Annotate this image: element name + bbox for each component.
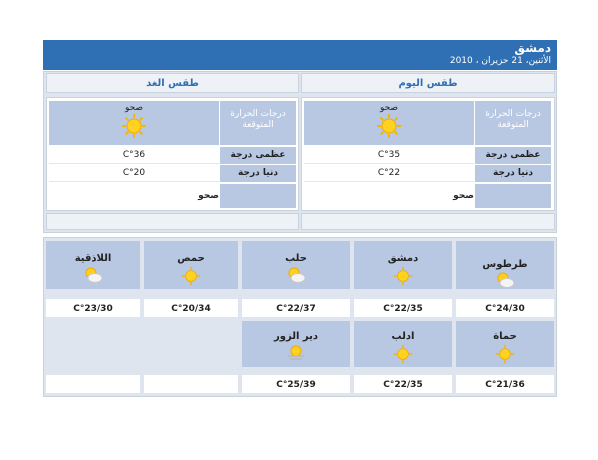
tomorrow-max-value: C°36	[49, 147, 219, 164]
city-cell[interactable]	[455, 320, 555, 368]
today-max-label: عظمى درجة	[475, 147, 551, 164]
sun-icon	[304, 113, 474, 139]
header-date: الأثنين، 21 حزيران ، 2010	[449, 56, 551, 66]
city-cell[interactable]	[241, 240, 351, 290]
today-min-label: دنيا درجة	[475, 165, 551, 182]
partly-cloudy-icon	[242, 266, 350, 284]
today-summary: صحو	[453, 191, 474, 201]
city-cell[interactable]	[241, 320, 351, 368]
sun-icon	[354, 344, 452, 364]
today-temp-header: درجات الحرارة المتوقعة	[475, 101, 551, 145]
sun-icon	[144, 266, 238, 286]
today-condition: صحو	[379, 103, 399, 113]
sun-icon	[354, 266, 452, 286]
city-name: ادلب	[391, 331, 415, 342]
empty-temp	[45, 374, 141, 394]
city-temp: C°21/36	[455, 374, 555, 394]
partly-cloudy-icon	[456, 271, 554, 289]
city-name: دير الزور	[274, 331, 318, 342]
header-city: دمشق	[514, 41, 551, 55]
empty-cell	[143, 320, 239, 368]
city-temp: C°24/30	[455, 298, 555, 318]
tab-tomorrow[interactable]: طقس الغد	[46, 73, 299, 93]
today-condition-area	[304, 101, 474, 145]
city-name: حمص	[177, 253, 205, 264]
city-temp: C°22/35	[353, 374, 453, 394]
partly-cloudy-icon	[46, 266, 140, 284]
today-summary-blank	[475, 184, 551, 208]
tomorrow-summary-blank	[220, 184, 296, 208]
city-cell[interactable]	[455, 240, 555, 290]
empty-cell	[45, 320, 141, 368]
tomorrow-condition-area	[49, 101, 219, 145]
city-cell[interactable]	[353, 240, 453, 290]
city-temp: C°20/34	[143, 298, 239, 318]
empty-temp	[143, 374, 239, 394]
tomorrow-temp-header: درجات الحرارة المتوقعة	[220, 101, 296, 145]
tomorrow-min-label: دنيا درجة	[220, 165, 296, 182]
tab-today[interactable]: طقس اليوم	[301, 73, 555, 93]
city-temp: C°22/37	[241, 298, 351, 318]
tomorrow-condition: صحو	[124, 103, 144, 113]
today-max-value: C°35	[304, 147, 474, 164]
city-name: دمشق	[387, 253, 419, 264]
tomorrow-summary: صحو	[198, 191, 219, 201]
tomorrow-footer	[46, 213, 299, 230]
today-footer	[301, 213, 555, 230]
sun-icon	[49, 113, 219, 139]
city-name: حماة	[493, 331, 517, 342]
tomorrow-min-value: C°20	[49, 165, 219, 182]
city-name: حلب	[285, 253, 307, 264]
city-temp: C°22/35	[353, 298, 453, 318]
sun-icon	[456, 344, 554, 364]
today-min-value: C°22	[304, 165, 474, 182]
city-cell[interactable]	[143, 240, 239, 290]
tomorrow-max-label: عظمى درجة	[220, 147, 296, 164]
haze-icon	[242, 344, 350, 362]
city-temp: C°23/30	[45, 298, 141, 318]
page-header	[43, 40, 557, 70]
city-cell[interactable]	[45, 240, 141, 290]
city-name: اللاذقية	[74, 253, 112, 264]
city-cell[interactable]	[353, 320, 453, 368]
city-name: طرطوس	[482, 259, 528, 270]
city-temp: C°25/39	[241, 374, 351, 394]
